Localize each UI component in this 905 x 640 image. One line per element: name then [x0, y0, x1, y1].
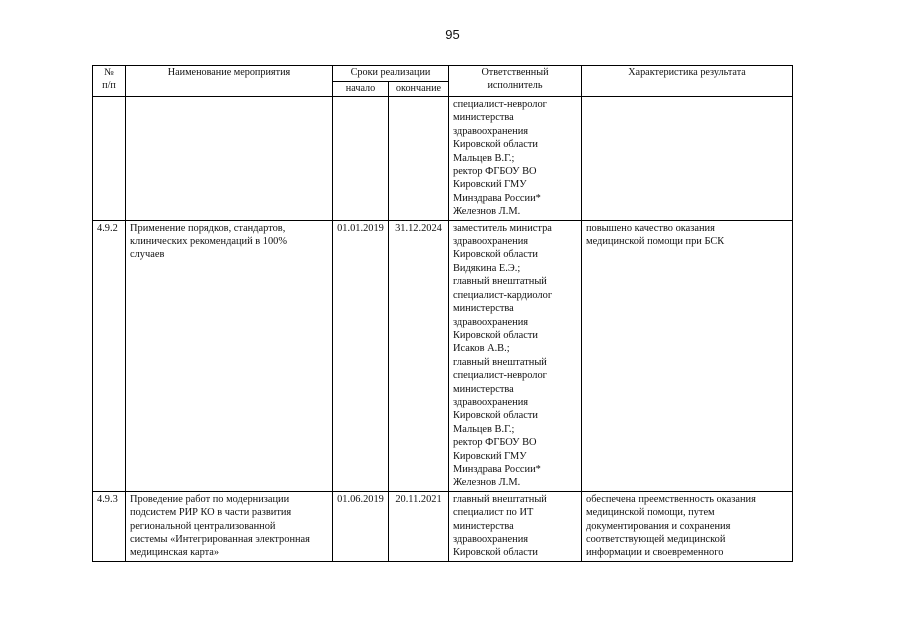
start-date: 01.06.2019: [333, 491, 389, 561]
header-result: Характеристика результата: [582, 66, 793, 97]
end-date: 31.12.2024: [389, 220, 449, 491]
header-number: № п/п: [93, 66, 126, 97]
responsible-executor: специалист-невролог министерства здравоохранения Кировской области Мальцев В.Г.; ректор ФГБОУ ВО Кировский ГМУ Минздрава России* Железнов Л.М.: [449, 97, 582, 221]
activity-name: Применение порядков, стандартов, клинических рекомендаций в 100% случаев: [126, 220, 333, 491]
result-description: [582, 97, 793, 221]
end-date: 20.11.2021: [389, 491, 449, 561]
table-row: [93, 491, 793, 561]
result-description: повышено качество оказания медицинской помощи при БСК: [582, 220, 793, 491]
activity-name: [126, 97, 333, 221]
row-number: 4.9.2: [93, 220, 126, 491]
header-end: окончание: [389, 81, 449, 97]
table-row: [93, 220, 793, 491]
page-number: 95: [445, 27, 460, 42]
row-number: 4.9.3: [93, 491, 126, 561]
header-start: начало: [333, 81, 389, 97]
start-date: 01.01.2019: [333, 220, 389, 491]
row-number: [93, 97, 126, 221]
header-activity-name: Наименование мероприятия: [126, 66, 333, 97]
responsible-executor: заместитель министра здравоохранения Кировской области Видякина Е.Э.; главный внештатный специалист-кардиолог министерства здравоохранения Кировской области Исаков А.В.; главный внештатный специалист-невролог министерства здравоохранения Кировской области Мальцев В.Г.; ректор ФГБОУ ВО Кировский ГМУ Минздрава России* Железнов Л.М.: [449, 220, 582, 491]
end-date: [389, 97, 449, 221]
activity-plan-table: [92, 65, 793, 562]
header-terms: Сроки реализации: [333, 66, 449, 82]
result-description: обеспечена преемственность оказания медицинской помощи, путем документирования и сохранения соответствующей медицинской информации и своевременного: [582, 491, 793, 561]
header-executor: Ответственный исполнитель: [449, 66, 582, 97]
table-row: [93, 97, 793, 221]
start-date: [333, 97, 389, 221]
responsible-executor: главный внештатный специалист по ИТ министерства здравоохранения Кировской области: [449, 491, 582, 561]
activity-name: Проведение работ по модернизации подсистем РИР КО в части развития региональной централизованной системы «Интегрированная электронная медицинская карта»: [126, 491, 333, 561]
